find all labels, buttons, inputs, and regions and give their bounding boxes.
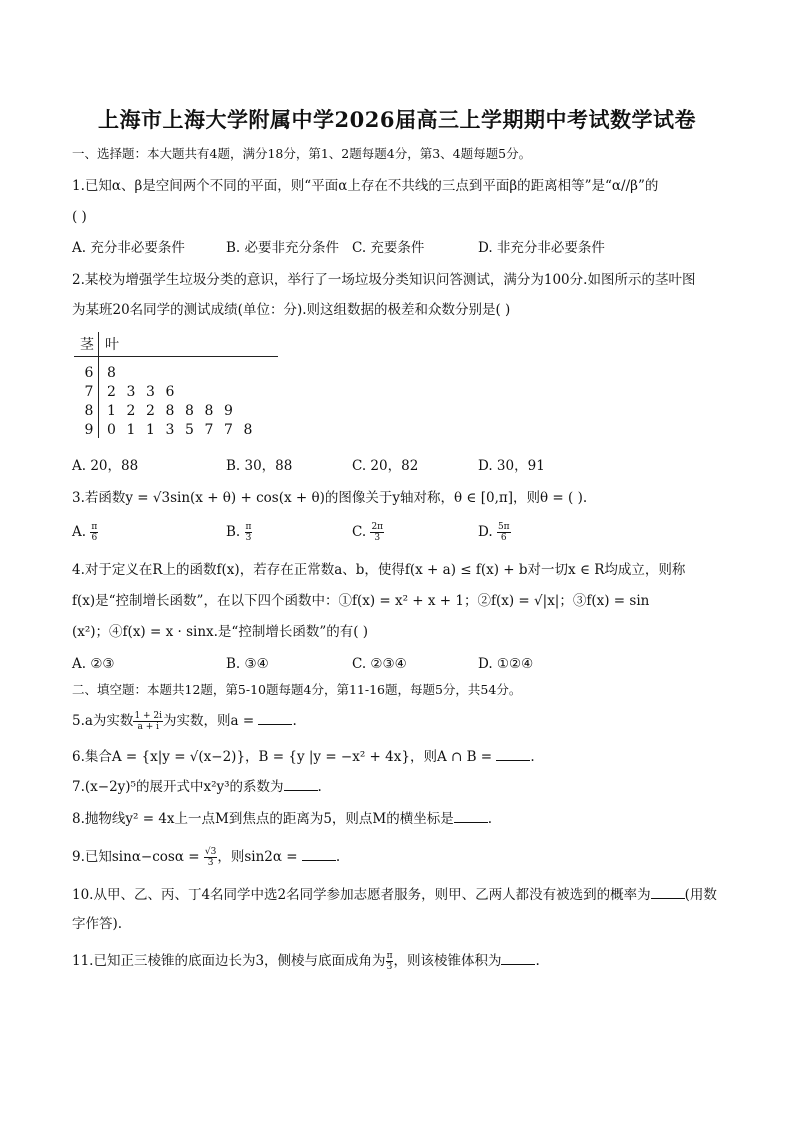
page-title: 上海市上海大学附属中学2026届高三上学期期中考试数学试卷 [98,107,696,132]
question-10-line2: 字作答). [72,916,123,932]
leaf-value: 6 [165,384,175,400]
stem-leaf-row [74,422,284,441]
fraction: $\frac{\pi}{3}$ [386,951,393,972]
option-b[interactable]: B. 30，88 [226,458,293,474]
leaf-value: 7 [224,422,233,438]
leaf-value: 2 [107,384,116,400]
question-1-paren: ( ) [72,209,87,225]
fraction: $\frac{√3}{3}$ [204,847,217,868]
option-a[interactable]: A. $\frac{\pi}{6}$ [72,522,98,543]
option-c[interactable]: C. 充要条件 [352,240,425,256]
option-d[interactable]: D. ①②④ [478,656,534,672]
option-c[interactable]: C. ②③④ [352,656,407,672]
question-6: 6.集合A = {x|y = √(x−2)}，B = {y |y = −x² + 4x}，则A ∩ B = . [72,746,722,767]
question-4-text-line2: f(x)是“控制增长函数”，在以下四个函数中：①f(x) = x² + x + 1；②f(x) = √|x|；③f(x) = sin [72,593,650,609]
leaf-values [107,384,185,400]
leaf-value: 8 [165,403,175,419]
leaf-values [107,403,244,419]
leaf-value: 7 [204,422,214,438]
answer-blank[interactable] [258,710,292,725]
leaf-value: 5 [185,422,194,438]
option-b[interactable]: B. 必要非充分条件 [226,240,340,256]
answer-blank[interactable] [302,846,336,861]
stem-leaf-row [74,365,284,384]
leaf-value: 3 [165,422,175,438]
question-2-text-line2: 为某班20名同学的测试成绩(单位：分).则这组数据的极差和众数分别是( ) [72,302,511,318]
leaf-values [107,422,263,438]
stem-value: 6 [84,365,94,381]
answer-blank[interactable] [454,808,488,823]
option-c[interactable]: C. $\frac{2\pi}{3}$ [352,522,384,543]
question-3-text: 3.若函数y = √3sin(x + θ) + cos(x + θ)的图像关于y轴对称，θ ∈ [0,π]，则θ = ( ). [72,490,588,506]
question-9: 9.已知sinα−cosα = $\frac{√3}{3}$ ，则sin2α = . [72,847,341,868]
leaf-value: 2 [126,403,136,419]
option-b[interactable]: B. $\frac{\pi}{3}$ [226,522,252,543]
leaf-value: 8 [243,422,253,438]
question-1-text: 1.已知α、β是空间两个不同的平面，则“平面α上存在不共线的三点到平面β的距离相等”是“α//β”的 [72,178,659,194]
question-4-text-line1: 4.对于定义在R上的函数f(x)，若存在正常数a、b，使得f(x + a) ≤ f(x) + b对一切x ∈ R均成立，则称 [72,562,686,578]
leaf-header: 叶 [105,337,119,353]
question-8: 8.抛物线y² = 4x上一点M到焦点的距离为5，则点M的横坐标是 . [72,808,722,829]
stem-value: 8 [84,403,94,419]
stem-leaf-rows [74,365,284,441]
option-a[interactable]: A. 20，88 [72,458,139,474]
leaf-value: 3 [126,384,136,400]
stem-leaf-table [74,332,284,441]
option-d[interactable]: D. $\frac{5\pi}{6}$ [478,522,510,543]
leaf-values [107,365,127,381]
stem-leaf-row [74,384,284,403]
option-a[interactable]: A. 充分非必要条件 [72,240,185,256]
leaf-value: 8 [185,403,194,419]
question-11: 11.已知正三棱锥的底面边长为3，侧棱与底面成角为 $\frac{\pi}{3}$ ，则该棱锥体积为 . [72,951,540,972]
option-d[interactable]: D. 30，91 [478,458,545,474]
answer-blank[interactable] [501,950,535,965]
option-d[interactable]: D. 非充分非必要条件 [478,240,605,256]
leaf-value: 8 [204,403,214,419]
leaf-value: 1 [107,403,116,419]
answer-blank[interactable] [651,884,685,899]
question-7: 7.(x−2y)⁵的展开式中x²y³的系数为 . [72,776,722,797]
question-4-text-line3: (x²)；④f(x) = x · sinx.是“控制增长函数”的有( ) [72,624,369,640]
leaf-value: 1 [146,422,155,438]
leaf-value: 8 [107,365,116,381]
option-c[interactable]: C. 20，82 [352,458,419,474]
question-2-text-line1: 2.某校为增强学生垃圾分类的意识，举行了一场垃圾分类知识问答测试，满分为100分.如图所示的茎叶图 [72,272,696,288]
answer-blank[interactable] [496,746,530,761]
leaf-value: 3 [146,384,155,400]
option-b[interactable]: B. ③④ [226,656,269,672]
leaf-value: 1 [126,422,136,438]
question-5: 5.a为实数 $\frac{1 + 2i}{a + i}$ 为实数，则a = . [72,711,297,732]
leaf-value: 2 [146,403,155,419]
question-10-line1: 10.从甲、乙、丙、丁4名同学中选2名同学参加志愿者服务，则甲、乙两人都没有被选到的概率为 (用数 [72,884,722,905]
stem-header: 茎 [80,337,94,353]
stem-leaf-row [74,403,284,422]
leaf-value: 0 [107,422,116,438]
section-heading-fill: 二、填空题：本题共12题，第5-10题每题4分，第11-16题，每题5分，共54分。 [72,682,522,697]
fraction: $\frac{1 + 2i}{a + i}$ [134,711,163,732]
stem-leaf-header [74,332,278,357]
stem-value: 9 [84,422,94,438]
stem-value: 7 [84,384,94,400]
section-heading-choice: 一、选择题：本大题共有4题，满分18分，第1、2题每题4分，第3、4题每题5分。 [72,146,532,161]
leaf-value: 9 [224,403,233,419]
option-a[interactable]: A. ②③ [72,656,115,672]
answer-blank[interactable] [284,776,318,791]
